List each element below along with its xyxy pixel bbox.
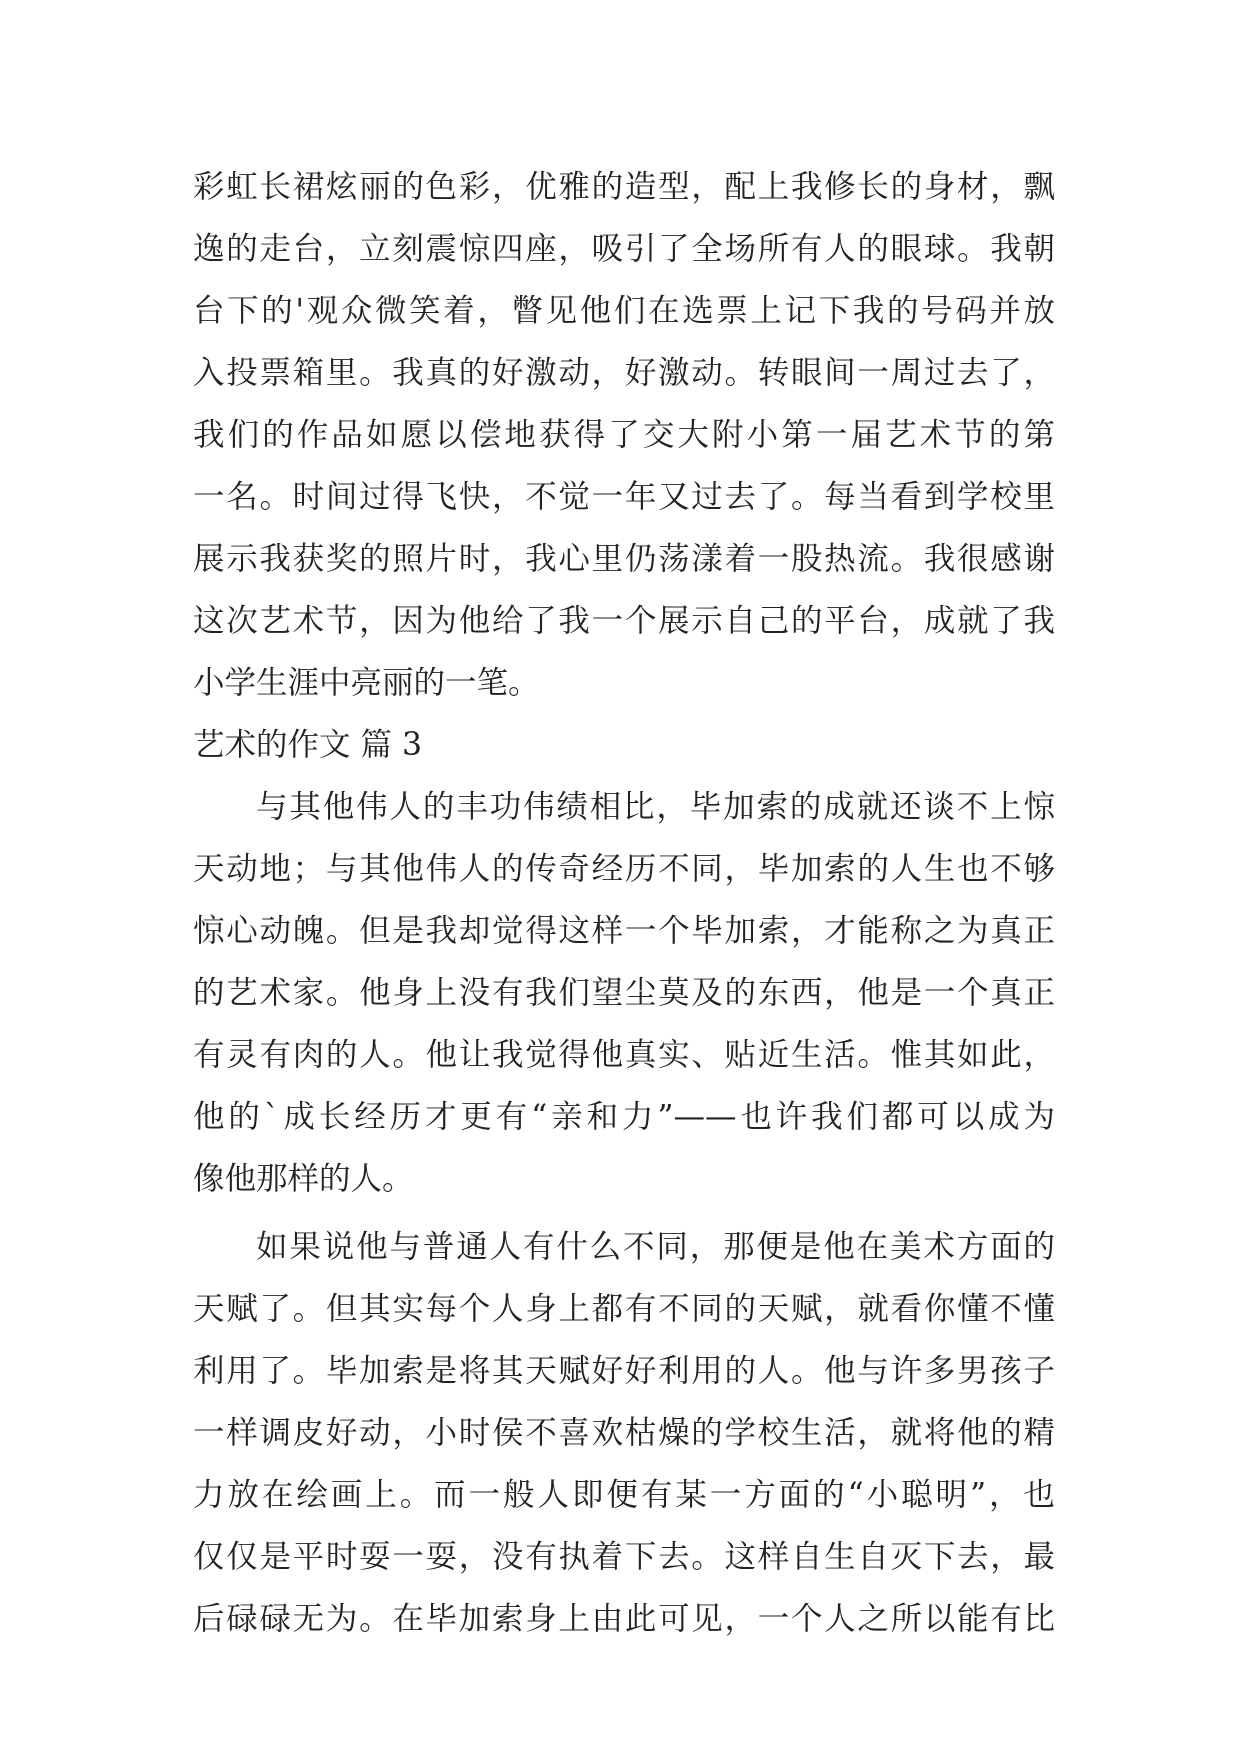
text-line: 一名。时间过得飞快，不觉一年又过去了。每当看到学校里 (193, 479, 1055, 515)
text-line: 台下的'观众微笑着，瞥见他们在选票上记下我的号码并放 (193, 293, 1055, 329)
text-line: 他的`成长经历才更有“亲和力”——也许我们都可以成为 (193, 1099, 1055, 1135)
text-line: 展示我获奖的照片时，我心里仍荡漾着一股热流。我很感谢 (193, 541, 1055, 577)
text-line: 这次艺术节，因为他给了我一个展示自己的平台，成就了我 (193, 603, 1055, 639)
paragraph-3 (193, 1216, 1055, 1650)
text-line: 利用了。毕加索是将其天赋好好利用的人。他与许多男孩子 (193, 1353, 1055, 1389)
text-line: 一样调皮好动，小时侯不喜欢枯燥的学校生活，就将他的精 (193, 1415, 1055, 1451)
text-line: 我们的作品如愿以偿地获得了交大附小第一届艺术节的第 (193, 417, 1055, 453)
text-line: 入投票箱里。我真的好激动，好激动。转眼间一周过去了， (193, 355, 1055, 391)
text-line: 像他那样的人。 (193, 1161, 414, 1197)
text-line: 力放在绘画上。而一般人即便有某一方面的“小聪明”，也 (193, 1477, 1055, 1513)
text-line: 彩虹长裙炫丽的色彩，优雅的造型，配上我修长的身材，飘 (193, 169, 1055, 205)
text-line: 如果说他与普通人有什么不同，那便是他在美术方面的 (256, 1229, 1055, 1265)
text-line: 天赋了。但其实每个人身上都有不同的天赋，就看你懂不懂 (193, 1291, 1055, 1327)
document-body (193, 156, 1055, 1650)
text-line: 天动地；与其他伟人的传奇经历不同，毕加索的人生也不够 (193, 851, 1055, 887)
section-heading: 艺术的作文 篇 3 (193, 727, 423, 763)
text-line: 与其他伟人的丰功伟绩相比，毕加索的成就还谈不上惊 (256, 789, 1055, 825)
text-line: 有灵有肉的人。他让我觉得他真实、贴近生活。惟其如此， (193, 1037, 1055, 1073)
paragraph-2 (193, 776, 1055, 1210)
paragraph-1 (193, 156, 1055, 714)
text-line: 后碌碌无为。在毕加索身上由此可见，一个人之所以能有比 (193, 1601, 1055, 1637)
text-line: 逸的走台，立刻震惊四座，吸引了全场所有人的眼球。我朝 (193, 231, 1055, 267)
text-line: 的艺术家。他身上没有我们望尘莫及的东西，他是一个真正 (193, 975, 1055, 1011)
text-line: 小学生涯中亮丽的一笔。 (193, 665, 540, 701)
text-line: 仅仅是平时耍一耍，没有执着下去。这样自生自灭下去，最 (193, 1539, 1055, 1575)
text-line: 惊心动魄。但是我却觉得这样一个毕加索，才能称之为真正 (193, 913, 1055, 949)
